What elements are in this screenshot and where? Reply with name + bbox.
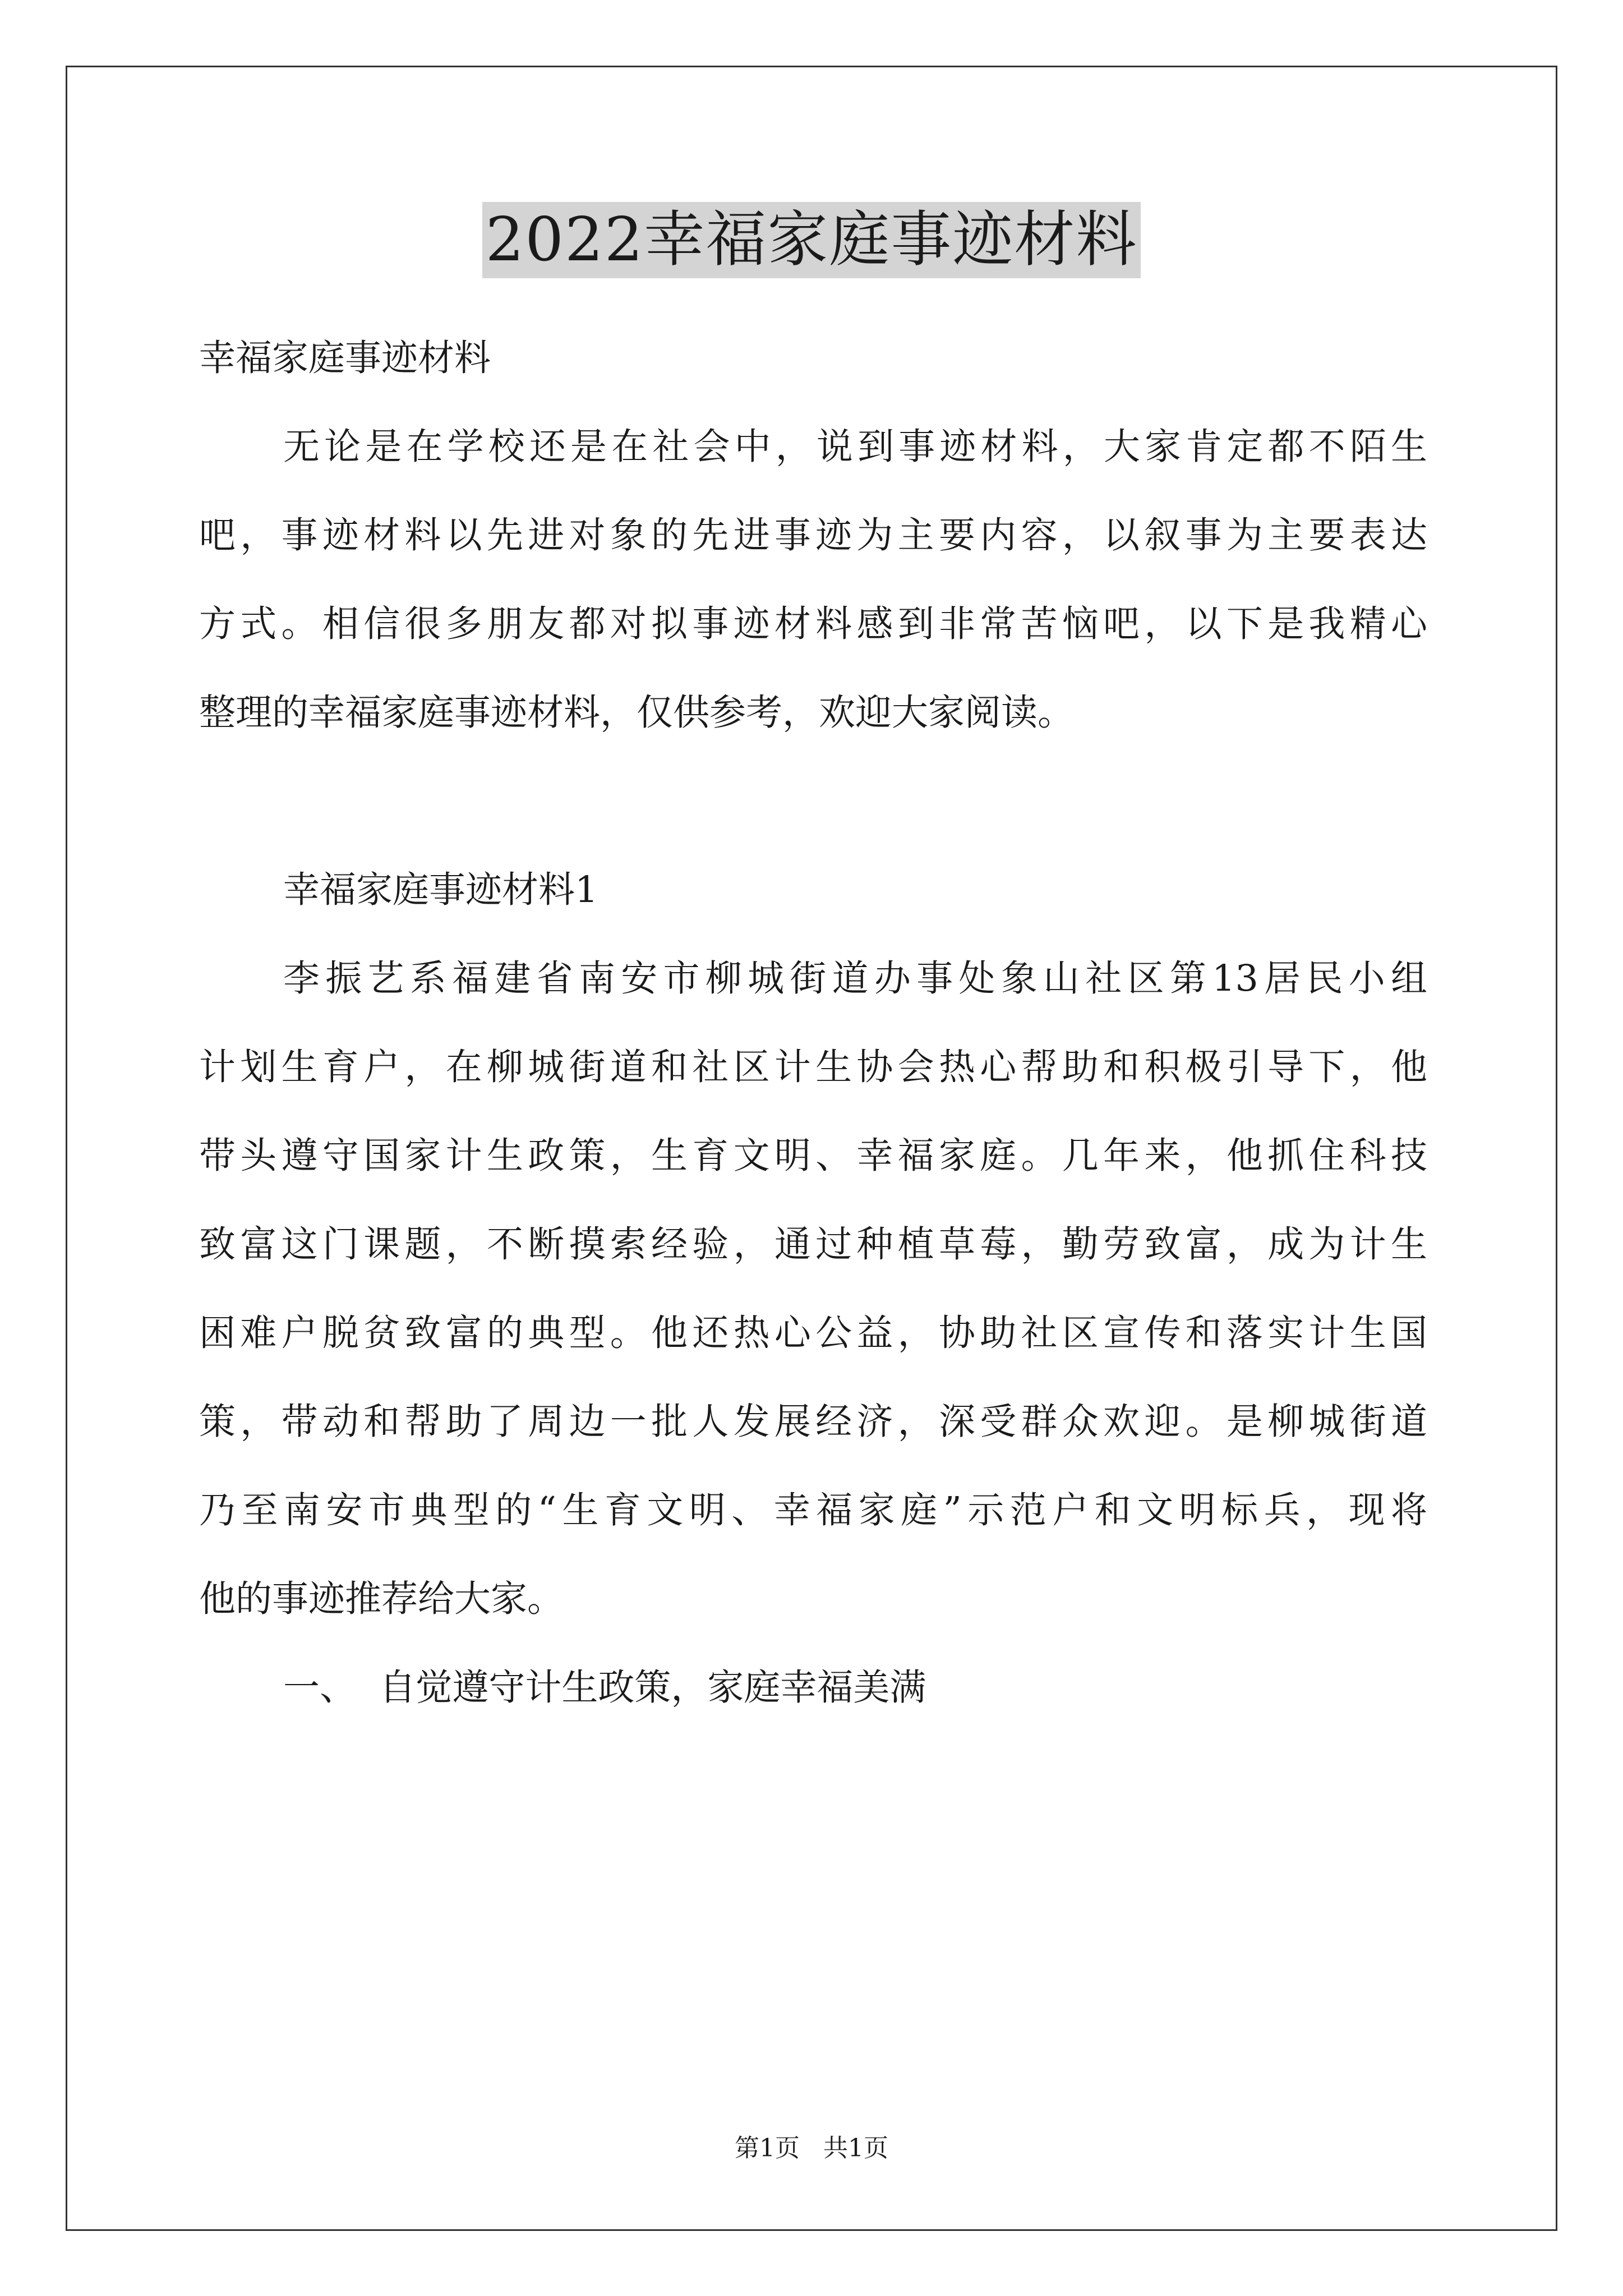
section-line: 乃至南安市典型的“生育文明、幸福家庭”示范户和文明标兵，现将 <box>199 1489 1427 1531</box>
section-line: 策，带动和帮助了周边一批人发展经济，深受群众欢迎。是柳城街道 <box>199 1401 1427 1443</box>
subtitle: 幸福家庭事迹材料 <box>199 337 491 379</box>
page-total: 共1页 <box>823 2134 888 2162</box>
title-container <box>0 202 1623 278</box>
section-line: 致富这门课题，不断摸索经验，通过种植草莓，勤劳致富，成为计生 <box>199 1223 1427 1266</box>
section-heading: 幸福家庭事迹材料1 <box>283 869 598 911</box>
section-line: 带头遵守国家计生政策，生育文明、幸福家庭。几年来，他抓住科技 <box>199 1135 1427 1177</box>
document-body <box>199 314 1427 1732</box>
section-line: 困难户脱贫致富的典型。他还热心公益，协助社区宣传和落实计生国 <box>199 1312 1427 1354</box>
point-heading: 一、 自觉遵守计生政策，家庭幸福美满 <box>283 1667 926 1709</box>
blank-line <box>199 757 1427 846</box>
page-number: 第1页 <box>735 2134 800 2162</box>
document-title: 2022幸福家庭事迹材料 <box>482 202 1141 278</box>
section-line: 计划生育户，在柳城街道和社区计生协会热心帮助和积极引导下，他 <box>199 1046 1427 1088</box>
section-line: 李振艺系福建省南安市柳城街道办事处象山社区第13居民小组 <box>283 958 1427 1000</box>
intro-line: 整理的幸福家庭事迹材料，仅供参考，欢迎大家阅读。 <box>199 692 1075 734</box>
page-footer <box>0 2132 1623 2165</box>
intro-line: 无论是在学校还是在社会中，说到事迹材料，大家肯定都不陌生 <box>283 426 1427 468</box>
intro-line: 吧，事迹材料以先进对象的先进事迹为主要内容，以叙事为主要表达 <box>199 514 1427 556</box>
intro-line: 方式。相信很多朋友都对拟事迹材料感到非常苦恼吧，以下是我精心 <box>199 603 1427 645</box>
section-line: 他的事迹推荐给大家。 <box>199 1578 564 1620</box>
